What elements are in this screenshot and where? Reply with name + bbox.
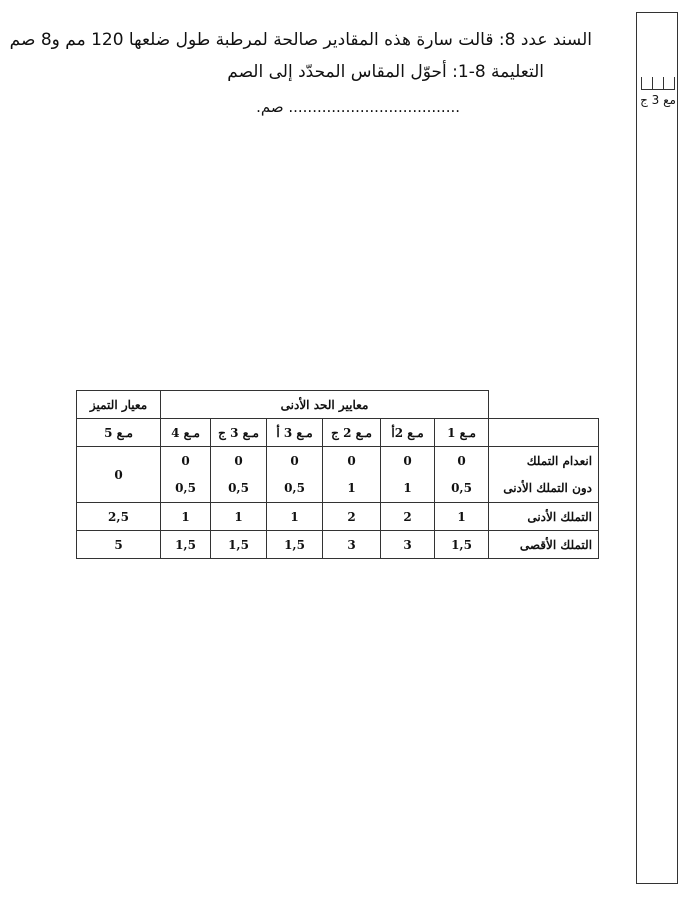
score-cell: 0,5 [211, 475, 267, 503]
score-cell: 2 [323, 503, 381, 531]
score-cell: 1 [323, 475, 381, 503]
table-row [77, 503, 599, 531]
min-criteria-header: معايير الحد الأدنى [161, 391, 489, 419]
score-cell: 1,5 [267, 531, 323, 559]
row-label: التملك الأقصى [489, 531, 599, 559]
score-cell: 0 [161, 447, 211, 475]
score-cell: 0,5 [161, 475, 211, 503]
score-cell: 1 [161, 503, 211, 531]
row-label: التملك الأدنى [489, 503, 599, 531]
criterion-cell: مـع 4 [161, 419, 211, 447]
sidebar-score-baseline [641, 89, 675, 90]
table-row [77, 447, 599, 475]
excellence-criteria-header: معيار التميز [77, 391, 161, 419]
row-label: انعدام التملك [489, 447, 599, 475]
score-cell: 3 [323, 531, 381, 559]
score-cell: 0 [381, 447, 435, 475]
row-label: دون التملك الأدنى [489, 475, 599, 503]
score-cell: 1 [211, 503, 267, 531]
criteria-table [76, 390, 599, 559]
source-statement: السند عدد 8: قالت سارة هذه المقادير صالحة لمرطبة طول ضلعها 120 مم و8 صم [9, 30, 592, 50]
score-cell: 0,5 [435, 475, 489, 503]
table-row [77, 531, 599, 559]
score-cell: 1 [267, 503, 323, 531]
score-cell: 1,5 [211, 531, 267, 559]
score-cell: 0 [323, 447, 381, 475]
score-cell: 1,5 [435, 531, 489, 559]
score-cell: 1,5 [161, 531, 211, 559]
excellence-cell: 5 [77, 531, 161, 559]
excellence-cell: 2,5 [77, 503, 161, 531]
score-cell: 0 [267, 447, 323, 475]
table-header-row [77, 391, 599, 419]
criterion-cell: مـع 2أ [381, 419, 435, 447]
score-cell: 1 [381, 475, 435, 503]
score-cell: 2 [381, 503, 435, 531]
sidebar-criterion-label: مع 3 ج [640, 93, 676, 107]
excellence-cell: 0 [77, 447, 161, 503]
criterion-cell: مـع 3 أ [267, 419, 323, 447]
criteria-row [77, 419, 599, 447]
criterion-cell: مـع 3 ج [211, 419, 267, 447]
score-cell: 3 [381, 531, 435, 559]
score-cell: 0,5 [267, 475, 323, 503]
criterion-cell: مـع 2 ج [323, 419, 381, 447]
answer-blank: .................................... صم. [256, 98, 460, 116]
criterion-cell: مـع 5 [77, 419, 161, 447]
score-cell: 0 [211, 447, 267, 475]
instruction-statement: التعليمة 8-1: أحوّل المقاس المحدّد إلى الصم [227, 62, 544, 82]
score-cell: 0 [435, 447, 489, 475]
sidebar-score-ticks [641, 77, 675, 89]
criterion-cell: مـع 1 [435, 419, 489, 447]
grading-sidebar [636, 12, 678, 884]
score-cell: 1 [435, 503, 489, 531]
